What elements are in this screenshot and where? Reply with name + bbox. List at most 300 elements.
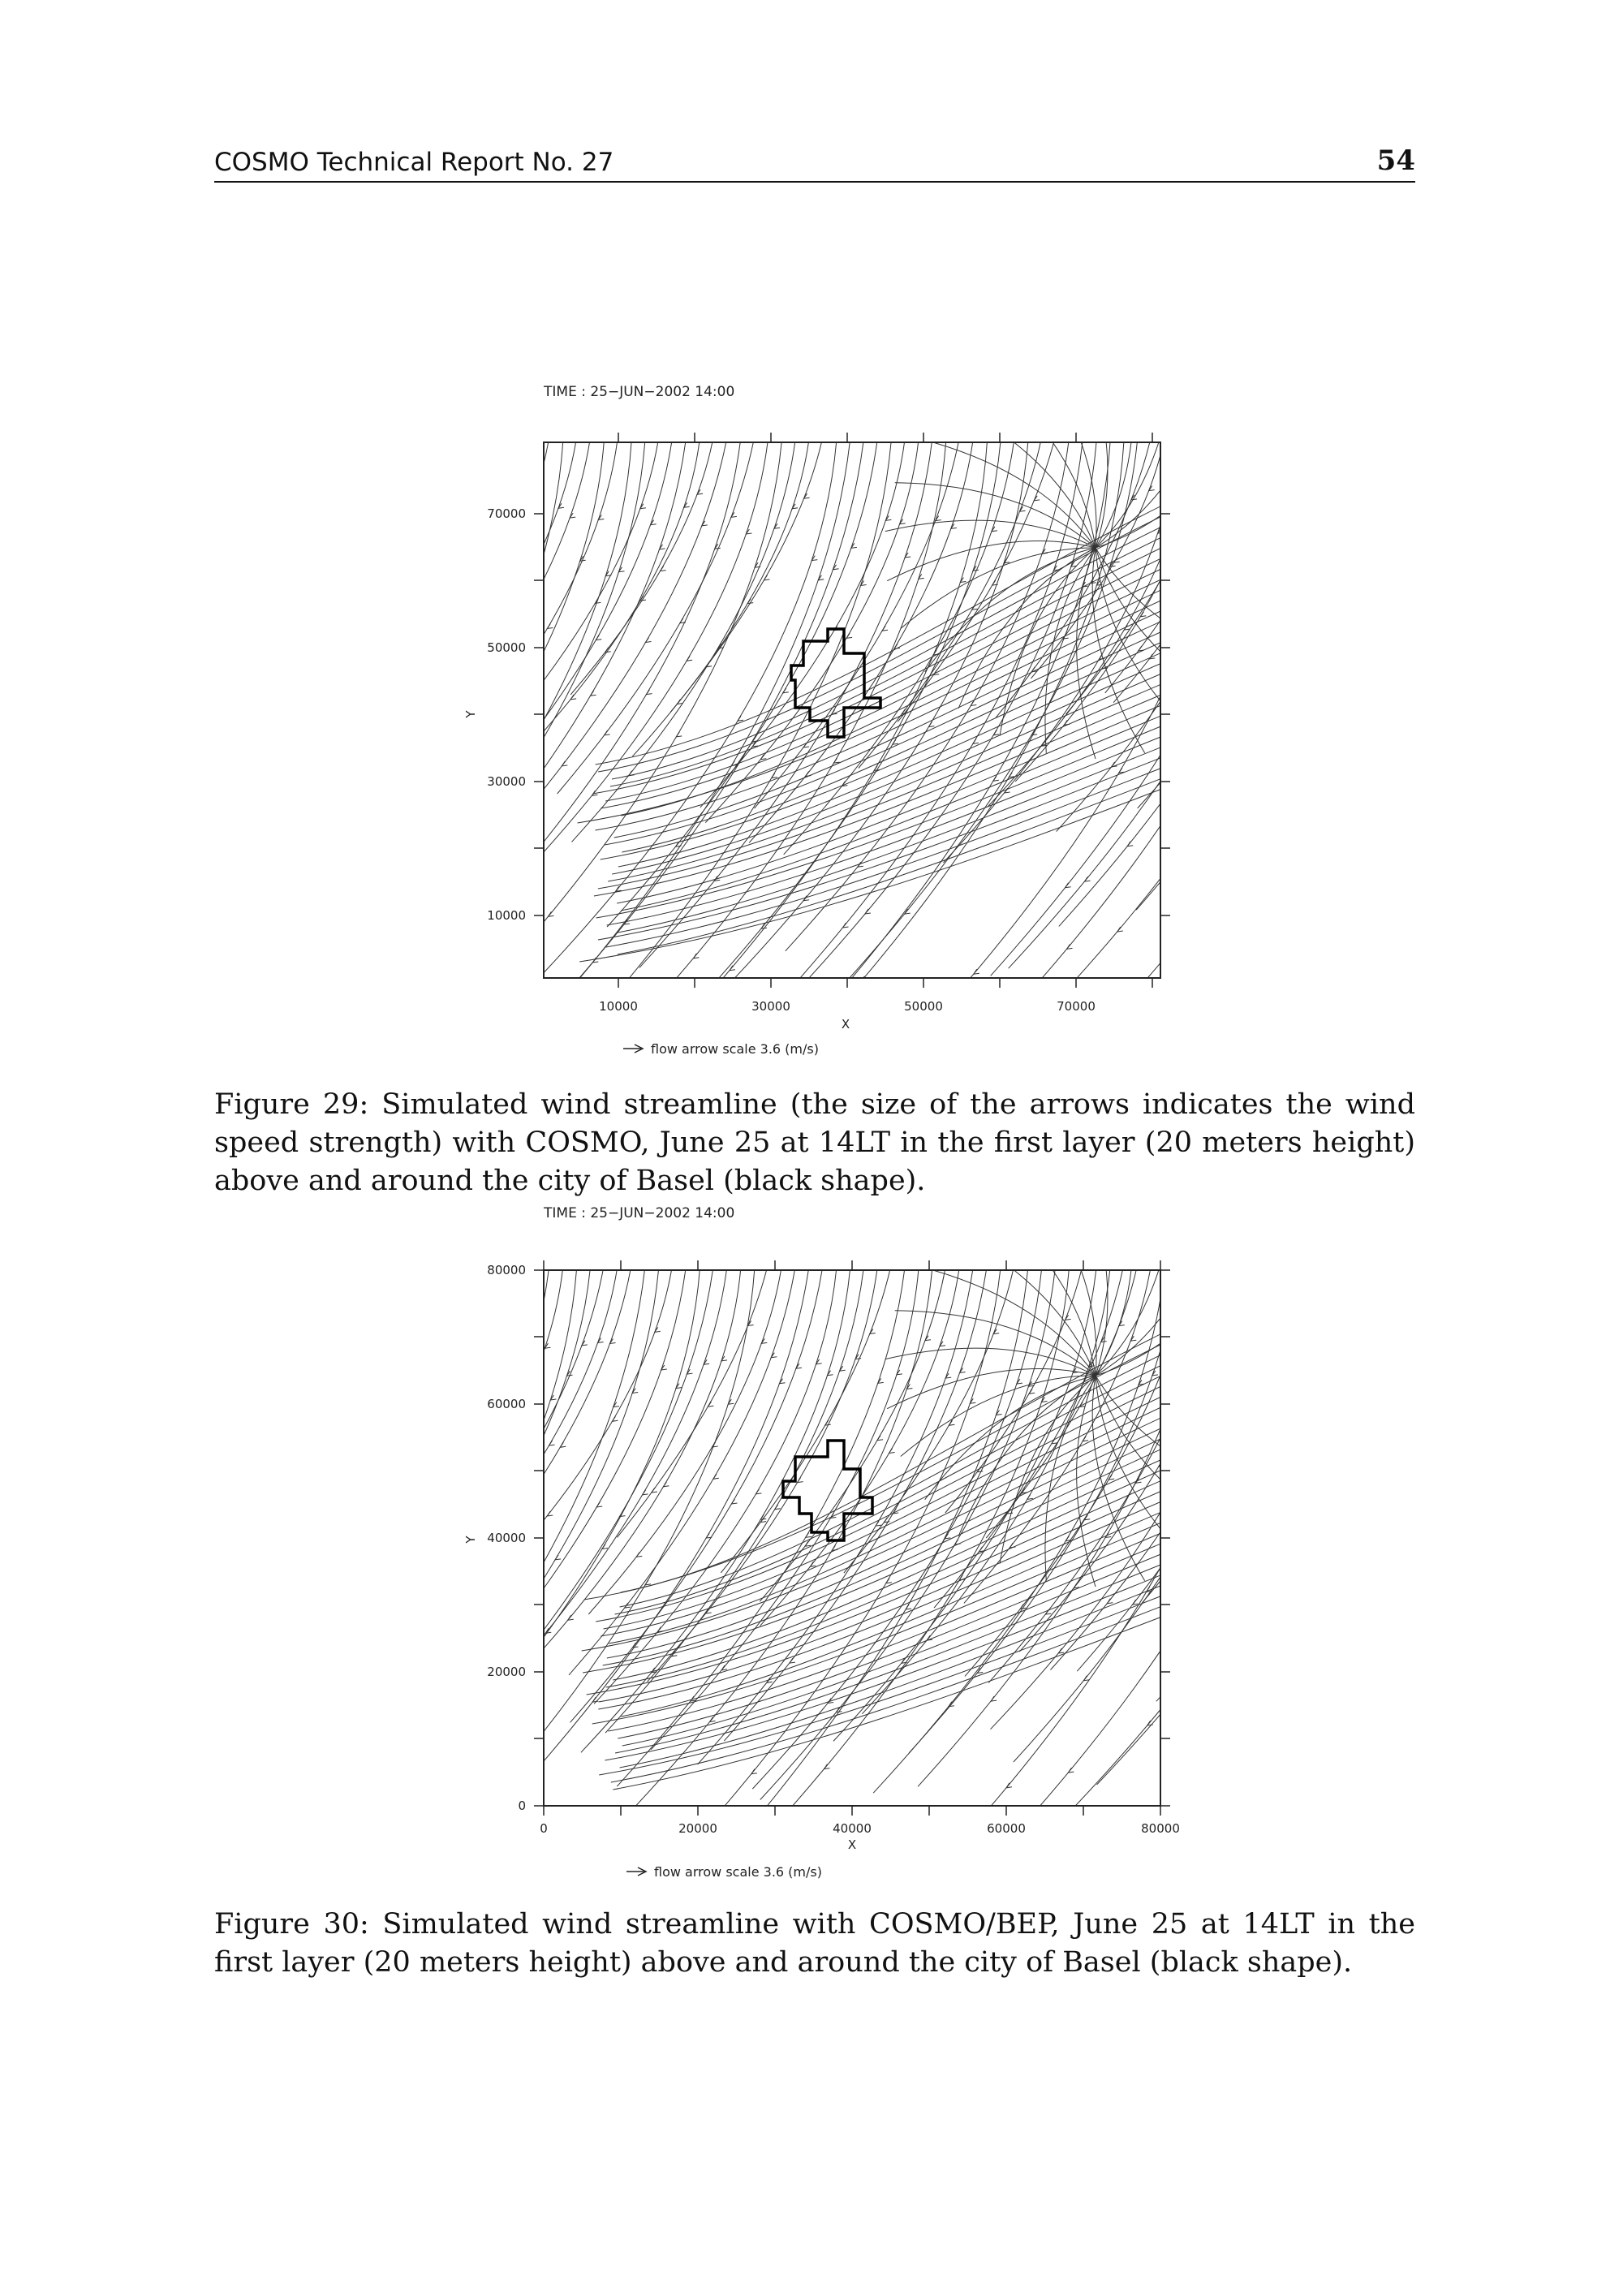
flow-arrow xyxy=(730,966,735,971)
flow-arrow xyxy=(1324,516,1329,521)
streamline xyxy=(1015,434,1206,782)
flow-arrow xyxy=(710,1717,716,1722)
streamline xyxy=(1045,548,1096,753)
flow-arrow xyxy=(1212,1347,1218,1352)
flow-arrow xyxy=(1204,752,1210,757)
flow-arrow xyxy=(1338,1325,1344,1329)
flow-arrow xyxy=(906,1605,911,1609)
streamline xyxy=(898,434,1056,722)
streamline xyxy=(1096,548,1191,736)
flow-arrow xyxy=(1416,1338,1422,1342)
streamline xyxy=(415,434,618,804)
streamline xyxy=(665,1262,1001,1873)
flow-arrow xyxy=(1294,1549,1299,1553)
flow-arrow xyxy=(616,886,622,891)
flow-arrow xyxy=(1167,1353,1173,1358)
flow-arrow xyxy=(846,633,852,638)
flow-arrow xyxy=(1251,742,1257,747)
figure-29-caption: Figure 29: Simulated wind streamline (the size of the arrows indicates the wind speed strength) with COSMO, June 25 at 14LT in the first layer (20 meters height) above and around the city of Basel (black shape). xyxy=(214,1088,1415,1197)
flow-arrow xyxy=(527,1587,533,1592)
flow-arrow xyxy=(1362,640,1367,644)
flow-arrow xyxy=(342,773,348,778)
flow-arrow xyxy=(411,1569,417,1574)
flow-arrow xyxy=(1276,553,1281,558)
flow-arrow xyxy=(536,577,541,582)
streamline xyxy=(532,434,892,1089)
flow-arrow xyxy=(500,1516,506,1521)
flow-arrow xyxy=(336,1757,342,1762)
flow-arrow xyxy=(1268,640,1273,644)
flow-arrow xyxy=(602,1544,608,1549)
streamline xyxy=(613,1453,1177,1680)
flow-arrow xyxy=(592,1697,598,1702)
streamline xyxy=(1233,434,1371,686)
streamline xyxy=(1045,1376,1096,1581)
x-tick-label: 40000 xyxy=(833,1821,872,1836)
flow-arrow xyxy=(1200,494,1206,499)
streamline xyxy=(614,604,1177,838)
flow-arrow xyxy=(467,739,472,744)
flow-arrow xyxy=(519,1332,525,1337)
streamline xyxy=(438,1262,632,1615)
flow-arrow xyxy=(751,1769,757,1774)
flow-arrow xyxy=(1274,765,1280,769)
streamline xyxy=(458,434,674,826)
flow-arrow xyxy=(834,758,840,763)
flow-arrow xyxy=(1009,773,1014,778)
flow-arrow xyxy=(973,739,979,743)
flow-scale-note: flow arrow scale 3.6 (m/s) xyxy=(651,1041,819,1057)
streamline xyxy=(595,593,1177,830)
flow-arrow xyxy=(1307,1336,1313,1341)
axis-ticks xyxy=(534,1260,1170,1816)
flow-arrow xyxy=(1196,1471,1202,1476)
flow-arrow xyxy=(1027,1494,1033,1499)
flow-arrow xyxy=(1328,1485,1333,1490)
flow-arrow xyxy=(450,765,455,769)
flow-arrow xyxy=(309,1694,315,1699)
flow-arrow xyxy=(462,575,467,580)
flow-arrow xyxy=(429,1732,435,1737)
y-tick-labels xyxy=(487,506,526,923)
flow-arrow xyxy=(1067,944,1073,949)
flow-arrow xyxy=(1159,1462,1165,1467)
flow-arrow xyxy=(636,1552,642,1557)
flow-arrow xyxy=(570,695,576,700)
streamline xyxy=(615,1558,1177,1753)
y-tick-label: 10000 xyxy=(487,908,526,923)
flow-arrow xyxy=(394,683,400,687)
streamline xyxy=(1202,434,1412,816)
scale-arrow-icon xyxy=(623,1045,643,1053)
flow-arrow xyxy=(1117,927,1123,932)
flow-arrow xyxy=(1288,571,1294,576)
streamline xyxy=(605,551,1177,801)
flow-arrow xyxy=(1029,1389,1035,1394)
flow-arrow xyxy=(991,1696,997,1701)
flow-arrow xyxy=(1188,510,1194,515)
streamline xyxy=(1113,434,1261,703)
flow-arrow xyxy=(798,1478,803,1483)
flow-arrow xyxy=(1203,710,1208,715)
flow-arrow xyxy=(1287,1398,1293,1403)
flow-arrow xyxy=(531,1447,536,1452)
streamline xyxy=(1019,1262,1233,1652)
flow-arrow xyxy=(1253,521,1259,526)
flow-arrow xyxy=(568,1615,574,1620)
flow-arrow xyxy=(1201,828,1207,833)
streamline xyxy=(532,434,768,866)
flow-arrow xyxy=(1281,1429,1286,1434)
flow-arrow xyxy=(390,1669,396,1674)
flow-arrow xyxy=(1083,1437,1088,1441)
flow-arrow xyxy=(1127,842,1133,846)
flow-arrow xyxy=(421,1508,427,1513)
flow-arrow xyxy=(1206,579,1212,584)
flow-arrow xyxy=(805,1541,811,1546)
streamline xyxy=(230,1262,549,1842)
flow-arrow xyxy=(485,1553,491,1557)
streamline xyxy=(482,434,659,756)
streamline xyxy=(986,1262,1138,1538)
streamline xyxy=(362,434,549,775)
y-tick-label: 30000 xyxy=(487,774,526,789)
flow-arrow xyxy=(1391,518,1397,523)
flow-arrow xyxy=(1133,1600,1139,1605)
flow-arrow xyxy=(760,755,766,760)
y-tick-label: 40000 xyxy=(487,1531,526,1545)
flow-arrow xyxy=(375,761,381,766)
flow-arrow xyxy=(1316,1488,1322,1493)
scale-arrow-icon xyxy=(626,1867,646,1876)
flow-arrow xyxy=(1361,1378,1367,1383)
streamline xyxy=(1077,1262,1302,1671)
header-rule xyxy=(214,181,1415,183)
streamline xyxy=(1191,434,1384,785)
flow-arrow xyxy=(1363,1411,1369,1415)
streamline xyxy=(1156,1262,1398,1701)
flow-arrow xyxy=(790,1658,795,1663)
flow-arrow xyxy=(1235,688,1241,693)
flow-arrow xyxy=(351,810,356,815)
flow-arrow xyxy=(1229,489,1235,494)
flow-arrow xyxy=(1376,1359,1382,1363)
streamline xyxy=(400,1262,700,1808)
streamline xyxy=(148,434,495,1066)
streamline xyxy=(392,434,591,796)
streamline xyxy=(639,434,933,967)
flow-arrow xyxy=(595,598,601,603)
streamline xyxy=(1057,434,1275,832)
streamline xyxy=(765,434,1125,1088)
flow-arrow xyxy=(560,1442,566,1447)
flow-arrow xyxy=(1253,1351,1259,1356)
streamline xyxy=(1096,1205,1220,1376)
flow-arrow xyxy=(824,1764,830,1769)
flow-arrow xyxy=(1074,1583,1079,1588)
flow-arrow xyxy=(438,1562,444,1567)
flow-arrow xyxy=(1194,1520,1199,1525)
flow-arrow xyxy=(547,624,553,629)
flow-arrow xyxy=(390,1782,395,1787)
flow-arrow xyxy=(1314,747,1319,752)
flow-arrow xyxy=(647,690,652,695)
flow-arrow xyxy=(643,1490,648,1495)
flow-arrow xyxy=(652,1488,657,1493)
streamline xyxy=(1097,1262,1384,1785)
x-tick-label: 0 xyxy=(540,1821,548,1836)
flow-arrow xyxy=(408,715,414,720)
streamline xyxy=(537,434,837,980)
flow-arrow xyxy=(1417,522,1423,527)
basel-city-shape xyxy=(783,1441,872,1540)
streamline xyxy=(596,498,1177,765)
flow-arrow xyxy=(775,1505,781,1510)
flow-arrow xyxy=(480,1714,485,1719)
flow-arrow xyxy=(1272,1548,1277,1553)
x-tick-label: 50000 xyxy=(904,999,943,1014)
flow-arrow xyxy=(433,644,439,649)
streamline xyxy=(1096,377,1220,548)
streamline xyxy=(1138,434,1343,808)
flow-arrow xyxy=(523,752,529,756)
flow-arrow xyxy=(1109,1475,1114,1480)
x-tick-label: 70000 xyxy=(1057,999,1096,1014)
flow-arrow xyxy=(519,619,525,624)
x-tick-label: 30000 xyxy=(751,999,790,1014)
streamline xyxy=(246,1262,509,1740)
streamline xyxy=(1136,434,1397,910)
streamline xyxy=(895,483,1096,548)
flow-arrow xyxy=(1107,1599,1113,1604)
flow-arrow xyxy=(1233,1620,1239,1625)
flow-arrow xyxy=(385,943,390,948)
streamline xyxy=(249,1262,577,1859)
flow-arrow xyxy=(1322,562,1328,566)
report-title: COSMO Technical Report No. 27 xyxy=(214,148,614,177)
flow-arrow xyxy=(441,732,447,737)
flow-arrow xyxy=(732,1499,738,1504)
flow-arrow xyxy=(676,732,682,737)
streamline xyxy=(572,434,796,842)
streamline xyxy=(506,1262,742,1690)
running-header xyxy=(214,144,1415,185)
flow-arrow xyxy=(315,1657,321,1662)
flow-arrow xyxy=(1297,1411,1302,1415)
x-axis-label: X xyxy=(847,1837,857,1852)
flow-arrow xyxy=(928,722,934,727)
flow-arrow xyxy=(480,609,486,614)
flow-arrow xyxy=(405,928,411,933)
streamline xyxy=(318,434,646,1030)
streamline xyxy=(1096,548,1266,672)
flow-arrow xyxy=(1302,1501,1308,1506)
x-tick-label: 80000 xyxy=(1141,1821,1180,1836)
flow-arrow xyxy=(1209,1531,1215,1536)
streamline xyxy=(1031,1175,1096,1376)
flow-arrow xyxy=(1367,1440,1372,1445)
flow-arrow xyxy=(889,1449,895,1454)
flow-arrow xyxy=(526,699,532,704)
axis-ticks xyxy=(534,433,1170,988)
flow-arrow xyxy=(721,1665,727,1670)
y-axis-label: Y xyxy=(463,1536,478,1544)
streamline xyxy=(610,530,1177,786)
streamline xyxy=(1096,1167,1134,1376)
flow-arrow xyxy=(547,1511,553,1516)
streamline xyxy=(321,1262,592,1754)
flow-arrow xyxy=(1232,1402,1238,1407)
flow-arrow xyxy=(1272,626,1278,631)
flow-arrow xyxy=(1338,630,1344,635)
flow-arrow xyxy=(486,1368,492,1372)
flow-arrow xyxy=(548,911,553,916)
y-tick-label: 80000 xyxy=(487,1263,526,1277)
flow-arrow xyxy=(949,1420,954,1425)
flow-arrow xyxy=(1163,1502,1169,1507)
flow-arrow xyxy=(612,1416,618,1421)
flow-arrow xyxy=(511,757,517,762)
streamline xyxy=(786,434,1070,951)
flow-arrow xyxy=(312,1743,317,1748)
flow-arrow xyxy=(882,626,888,631)
flow-arrow xyxy=(1190,743,1196,747)
flow-arrow xyxy=(1303,679,1309,684)
streamline xyxy=(598,752,1177,940)
streamline xyxy=(1031,347,1096,548)
flow-arrow xyxy=(1182,714,1188,719)
figure-30 xyxy=(422,1193,1201,1883)
x-axis-label: X xyxy=(841,1017,850,1032)
flow-arrow xyxy=(764,575,769,580)
flow-arrow xyxy=(495,1378,501,1383)
flow-arrow xyxy=(760,1811,765,1816)
flow-arrow xyxy=(383,889,389,894)
flow-arrow xyxy=(1179,936,1185,941)
flow-arrow xyxy=(974,969,979,974)
flow-arrow xyxy=(507,1772,513,1777)
flow-arrow xyxy=(495,1648,501,1652)
streamline xyxy=(915,437,1096,548)
streamline xyxy=(347,1262,659,1829)
streamline xyxy=(985,368,1096,548)
flow-arrow xyxy=(1175,515,1181,520)
flow-arrow xyxy=(506,717,511,722)
flow-arrow xyxy=(494,1453,500,1458)
flow-arrow xyxy=(1192,566,1198,571)
flow-arrow xyxy=(1388,1358,1393,1363)
flow-arrow xyxy=(596,1502,602,1507)
flow-arrow xyxy=(1198,638,1203,643)
streamline-plot-30 xyxy=(422,1193,1201,1883)
flow-arrow xyxy=(457,588,463,593)
streamline xyxy=(286,434,536,889)
streamline xyxy=(985,1195,1096,1376)
streamline xyxy=(1247,1262,1439,1610)
flow-arrow xyxy=(1357,488,1363,493)
flow-arrow xyxy=(236,958,242,963)
flow-arrow xyxy=(905,909,911,914)
x-tick-label: 60000 xyxy=(987,1821,1026,1836)
flow-arrow xyxy=(993,730,999,735)
streamline xyxy=(570,434,714,695)
y-tick-labels xyxy=(487,1263,526,1813)
flow-arrow xyxy=(687,656,692,661)
streamline xyxy=(991,434,1289,976)
flow-arrow xyxy=(1068,1768,1074,1773)
streamline xyxy=(996,434,1152,718)
flow-arrow xyxy=(693,954,699,958)
flow-arrow xyxy=(1258,554,1264,559)
flow-arrow xyxy=(514,597,519,602)
streamline xyxy=(359,1262,564,1635)
flow-arrow xyxy=(1147,1721,1153,1725)
streamline xyxy=(213,434,564,1073)
streamline xyxy=(946,1226,1096,1376)
flow-arrow xyxy=(712,1442,718,1447)
streamline xyxy=(925,1376,1096,1500)
flow-arrow xyxy=(1255,749,1260,754)
flow-arrow xyxy=(371,1603,377,1608)
flow-arrow xyxy=(783,688,789,693)
flow-arrow xyxy=(877,1436,883,1441)
flow-arrow xyxy=(1220,1472,1226,1477)
flow-arrow xyxy=(843,923,849,928)
streamline xyxy=(301,1262,646,1889)
flow-arrow xyxy=(708,1402,713,1406)
streamline xyxy=(504,434,851,1066)
flow-arrow xyxy=(501,499,506,504)
flow-arrow xyxy=(1065,883,1071,888)
flow-arrow xyxy=(450,668,456,673)
page-number: 54 xyxy=(1376,144,1415,177)
streamline xyxy=(622,625,1177,852)
streamline xyxy=(988,1262,1220,1682)
streamline xyxy=(570,1262,824,1722)
flow-arrow xyxy=(403,1529,409,1534)
streamline xyxy=(946,398,1096,548)
flow-arrow xyxy=(489,524,495,529)
flow-arrow xyxy=(605,730,610,735)
streamlines xyxy=(133,1165,1439,1923)
flow-arrow xyxy=(1226,1365,1232,1370)
streamline xyxy=(1264,1262,1425,1554)
streamline xyxy=(236,1262,523,1783)
streamline xyxy=(1014,1262,1289,1762)
x-tick-labels xyxy=(540,1821,1180,1836)
flow-arrow xyxy=(1262,1372,1268,1377)
y-tick-label: 50000 xyxy=(487,640,526,655)
streamline xyxy=(283,434,509,844)
flow-arrow xyxy=(482,846,488,851)
flow-arrow xyxy=(886,1579,892,1583)
flow-arrow xyxy=(1219,1625,1225,1630)
flow-arrow xyxy=(1195,1355,1200,1359)
flow-arrow xyxy=(893,739,898,744)
streamline xyxy=(1163,1262,1343,1589)
streamline xyxy=(887,1369,1096,1409)
streamline xyxy=(1030,434,1357,1028)
flow-arrow xyxy=(1178,1379,1184,1384)
flow-arrow xyxy=(1207,571,1212,575)
streamline xyxy=(944,434,1179,863)
flow-arrow xyxy=(1058,1648,1064,1653)
streamline xyxy=(484,1262,727,1705)
flow-arrow xyxy=(1367,510,1372,515)
streamline xyxy=(426,1262,618,1611)
flow-arrow xyxy=(1290,1531,1296,1536)
y-tick-label: 70000 xyxy=(487,506,526,521)
